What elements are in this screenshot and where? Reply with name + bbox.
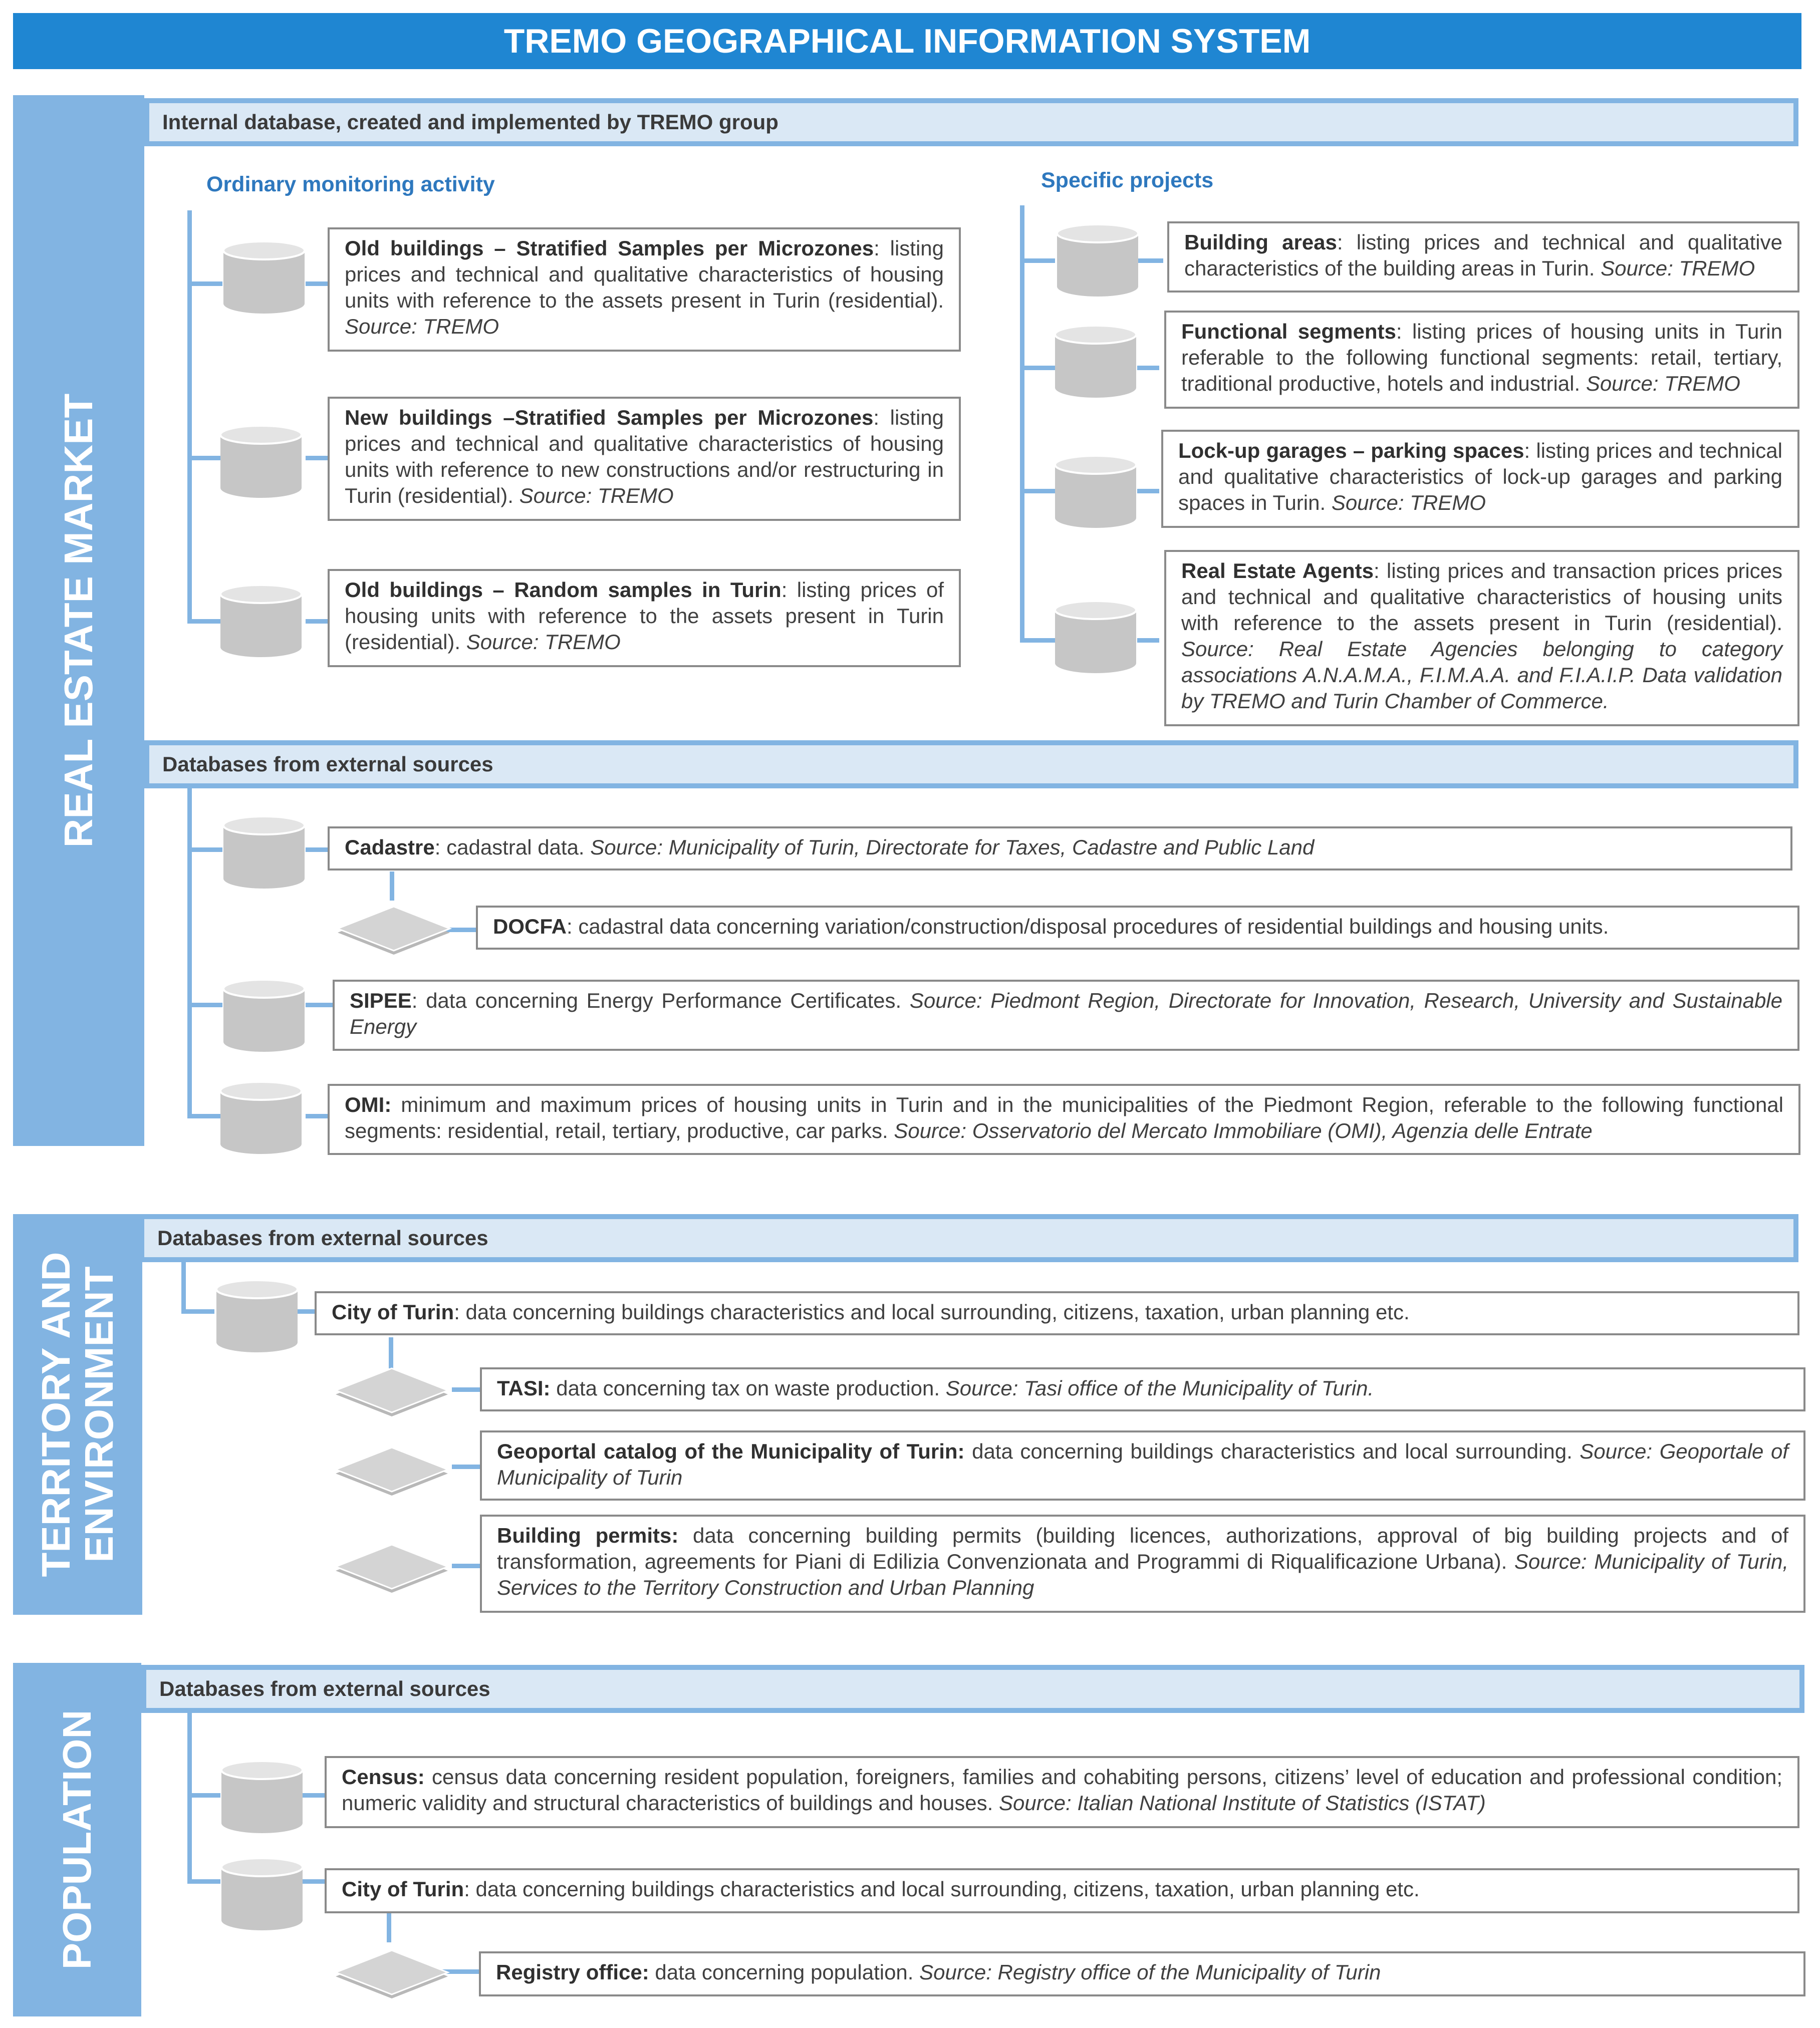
specific-connector-branch: [1020, 489, 1055, 493]
box-source: Source: TREMO: [345, 315, 499, 338]
box-text: : data concerning Energy Performance Certificates.: [411, 989, 910, 1012]
box-text: : listing prices and technical and qualitative characteristics of housing units with reference to new constructions and/or restructuring in Turin (residential).: [345, 406, 944, 507]
box-text: minimum and maximum prices of housing units in Turin and in the municipalities of the Piedmont Region, referable to the following functional segments: residential, retail, tertiary, productive, car parks.: [345, 1093, 1783, 1142]
omi-box: [328, 1084, 1800, 1155]
box-text: : data concerning buildings characteristics and local surrounding, citizens, taxation, urban planning etc.: [464, 1877, 1420, 1901]
layer-diamond-icon: [332, 1365, 452, 1420]
cadastre-docfa-link: [390, 872, 394, 901]
territory-label-line2: ENVIRONMENT: [77, 1266, 121, 1563]
real-estate-external-header: Databases from external sources: [144, 740, 1798, 788]
database-icon: [218, 1080, 304, 1155]
box-title: Building areas: [1184, 230, 1337, 254]
box-text: : listing prices and technical and qualitative characteristics of lock-up garages and parking spaces in Turin.: [1178, 439, 1782, 514]
box-title: Geoportal catalog of the Municipality of Turin:: [497, 1439, 965, 1463]
sipee-box: [333, 980, 1799, 1051]
cadastre-box: [328, 826, 1792, 871]
old-buildings-stratified-box: [328, 227, 961, 352]
territory-label-line1: TERRITORY AND: [34, 1252, 78, 1577]
box-title: OMI:: [345, 1093, 392, 1116]
box-source: Source: TREMO: [1601, 256, 1755, 280]
box-title: Old buildings – Stratified Samples per Microzones: [345, 236, 874, 260]
icon-box-link: [306, 456, 328, 460]
territory-external-header: Databases from external sources: [139, 1214, 1798, 1262]
box-text: : listing prices and technical and qualitative characteristics of the building areas in Turin.: [1184, 230, 1782, 280]
icon-box-link: [306, 847, 328, 852]
box-source: Source: Municipality of Turin, Services to the Territory Construction and Urban Planning: [497, 1550, 1789, 1599]
database-icon: [221, 239, 307, 315]
city-subitems-link: [389, 1337, 393, 1368]
icon-box-link: [452, 1465, 480, 1469]
database-icon: [219, 1759, 305, 1834]
territory-connector-branch: [181, 1309, 214, 1314]
box-text: data concerning buildings characteristics and local surrounding.: [964, 1439, 1580, 1463]
specific-projects-heading: Specific projects: [1041, 168, 1214, 192]
box-title: Functional segments: [1181, 320, 1396, 343]
external-connector-branch: [187, 847, 222, 852]
database-icon: [214, 1278, 300, 1353]
box-source: Source: Municipality of Turin, Directorate for Taxes, Cadastre and Public Land: [590, 835, 1315, 859]
specific-connector-branch: [1020, 258, 1055, 263]
box-title: Census:: [342, 1765, 425, 1789]
real-estate-agents-box: [1164, 550, 1799, 726]
box-source: Source: Osservatorio del Mercato Immobiliare (OMI), Agenzia delle Entrate: [894, 1119, 1593, 1142]
diagram-title: TREMO GEOGRAPHICAL INFORMATION SYSTEM: [13, 13, 1801, 69]
box-source: Source: Geoportale of Municipality of Turin: [497, 1439, 1788, 1489]
box-text: census data concerning resident population, foreigners, families and cohabiting persons, citizens’ level of education and professional condition; numeric validity and structural characteristics of buildings and houses.: [342, 1765, 1782, 1815]
box-text: : listing prices and transaction prices prices and technical and qualitative characteristics of housing units with reference to the assets present in Turin (residential).: [1181, 559, 1783, 635]
icon-box-link: [306, 1003, 333, 1007]
database-icon: [1055, 222, 1140, 298]
icon-box-link: [452, 1387, 480, 1392]
database-icon: [1053, 454, 1138, 529]
ordinary-connector-branch: [187, 281, 222, 286]
box-text: : listing prices of housing units with reference to the assets present in Turin (residential).: [345, 578, 944, 654]
city-of-turin-box: [315, 1291, 1799, 1335]
tasi-box: [480, 1367, 1805, 1411]
box-text: data concerning building permits (building licences, authorizations, approval of big building projects and of transformation, agreements for Piani di Edilizia Convenzionata and Programmi di Riqualificazione Urbana).: [497, 1524, 1788, 1573]
geoportal-box: [480, 1430, 1805, 1501]
external-connector-branch: [187, 1003, 222, 1007]
box-title: Cadastre: [345, 835, 435, 859]
icon-box-link: [452, 1564, 480, 1568]
population-label: POPULATION: [55, 1709, 99, 1970]
external-connector-trunk: [187, 788, 192, 1117]
box-title: City of Turin: [342, 1877, 464, 1901]
database-icon: [219, 1856, 305, 1931]
docfa-box: [476, 906, 1799, 950]
box-source: Source: Real Estate Agencies belonging to category associations A.N.A.M.A., F.I.M.A.A. and F.I.A.I.P. Data validation by TREMO and Turin Chamber of Commerce.: [1181, 637, 1782, 713]
box-source: Source: Tasi office of the Municipality of Turin.: [945, 1376, 1374, 1400]
ordinary-connector-trunk: [187, 210, 192, 622]
layer-diamond-icon: [332, 1542, 452, 1597]
icon-box-link: [1137, 638, 1159, 643]
population-side-bar: [13, 1663, 141, 2016]
box-text: : cadastral data.: [434, 835, 591, 859]
building-permits-box: [480, 1515, 1805, 1613]
database-icon: [1053, 324, 1138, 399]
functional-segments-box: [1164, 311, 1799, 409]
layer-diamond-icon: [332, 1444, 452, 1500]
city-registry-link: [387, 1911, 391, 1942]
old-buildings-random-box: [328, 569, 961, 667]
database-icon: [1053, 599, 1138, 674]
real-estate-label: REAL ESTATE MARKET: [56, 393, 101, 848]
box-title: SIPEE: [350, 989, 412, 1012]
icon-box-link: [306, 281, 328, 286]
box-text: data concerning tax on waste production.: [550, 1376, 946, 1400]
box-title: DOCFA: [493, 915, 567, 938]
building-areas-box: [1167, 221, 1799, 293]
database-icon: [221, 814, 307, 890]
box-source: Source: TREMO: [519, 484, 674, 507]
box-title: Real Estate Agents: [1181, 559, 1374, 583]
icon-box-link: [303, 1879, 325, 1884]
population-connector-branch: [187, 1793, 220, 1798]
icon-box-link: [1137, 366, 1159, 370]
external-connector-branch: [187, 1114, 222, 1118]
box-text: data concerning population.: [649, 1960, 920, 1984]
population-connector-branch: [187, 1879, 220, 1884]
lock-up-garages-box: [1161, 430, 1799, 528]
ordinary-monitoring-heading: Ordinary monitoring activity: [206, 172, 495, 196]
box-text: : data concerning buildings characteristics and local surrounding, citizens, taxation, urban planning etc.: [454, 1300, 1410, 1324]
territory-label: [35, 1252, 121, 1577]
box-source: Source: TREMO: [1331, 491, 1486, 514]
ordinary-connector-branch: [187, 456, 222, 460]
real-estate-side-bar: [13, 95, 144, 1146]
box-source: Source: Piedmont Region, Directorate for Innovation, Research, University and Sustainable Energy: [350, 989, 1782, 1038]
population-city-of-turin-box: [325, 1868, 1799, 1913]
census-box: [325, 1756, 1799, 1828]
specific-connector-branch: [1020, 638, 1055, 643]
box-source: Source: TREMO: [466, 630, 621, 654]
icon-box-link: [1137, 258, 1163, 263]
specific-connector-branch: [1020, 366, 1055, 370]
box-title: New buildings –Stratified Samples per Microzones: [345, 406, 874, 429]
population-connector-trunk: [187, 1713, 192, 1883]
box-text: : listing prices of housing units in Turin referable to the following functional segments: retail, tertiary, traditional productive, hotels and industrial.: [1181, 320, 1782, 395]
territory-side-bar: [13, 1214, 142, 1615]
icon-box-link: [1137, 489, 1159, 493]
internal-database-header: Internal database, created and implemented by TREMO group: [144, 98, 1798, 146]
box-title: Old buildings – Random samples in Turin: [345, 578, 782, 602]
registry-office-box: [479, 1951, 1805, 1996]
box-text: : cadastral data concerning variation/construction/disposal procedures of residential buildings and housing units.: [567, 915, 1609, 938]
box-title: Lock-up garages – parking spaces: [1178, 439, 1524, 462]
icon-box-link: [303, 1793, 325, 1798]
box-title: Building permits:: [497, 1524, 679, 1547]
box-source: Source: Italian National Institute of Statistics (ISTAT): [998, 1791, 1486, 1815]
database-icon: [218, 583, 304, 658]
layer-diamond-icon: [334, 904, 454, 959]
database-icon: [221, 978, 307, 1053]
database-icon: [218, 424, 304, 499]
box-source: Source: Registry office of the Municipality of Turin: [919, 1960, 1381, 1984]
population-external-header: Databases from external sources: [141, 1665, 1804, 1713]
box-source: Source: TREMO: [1586, 372, 1740, 395]
layer-diamond-icon: [332, 1947, 452, 2002]
box-title: City of Turin: [332, 1300, 454, 1324]
icon-box-link: [306, 1114, 328, 1118]
box-title: TASI:: [497, 1376, 551, 1400]
specific-connector-trunk: [1020, 205, 1024, 642]
ordinary-connector-branch: [187, 619, 222, 624]
territory-connector-stub: [181, 1262, 186, 1313]
box-text: : listing prices and technical and qualitative characteristics of housing units with reference to the assets present in Turin (residential).: [345, 236, 944, 312]
icon-box-link: [306, 619, 328, 624]
box-title: Registry office:: [496, 1960, 649, 1984]
new-buildings-stratified-box: [328, 397, 961, 521]
